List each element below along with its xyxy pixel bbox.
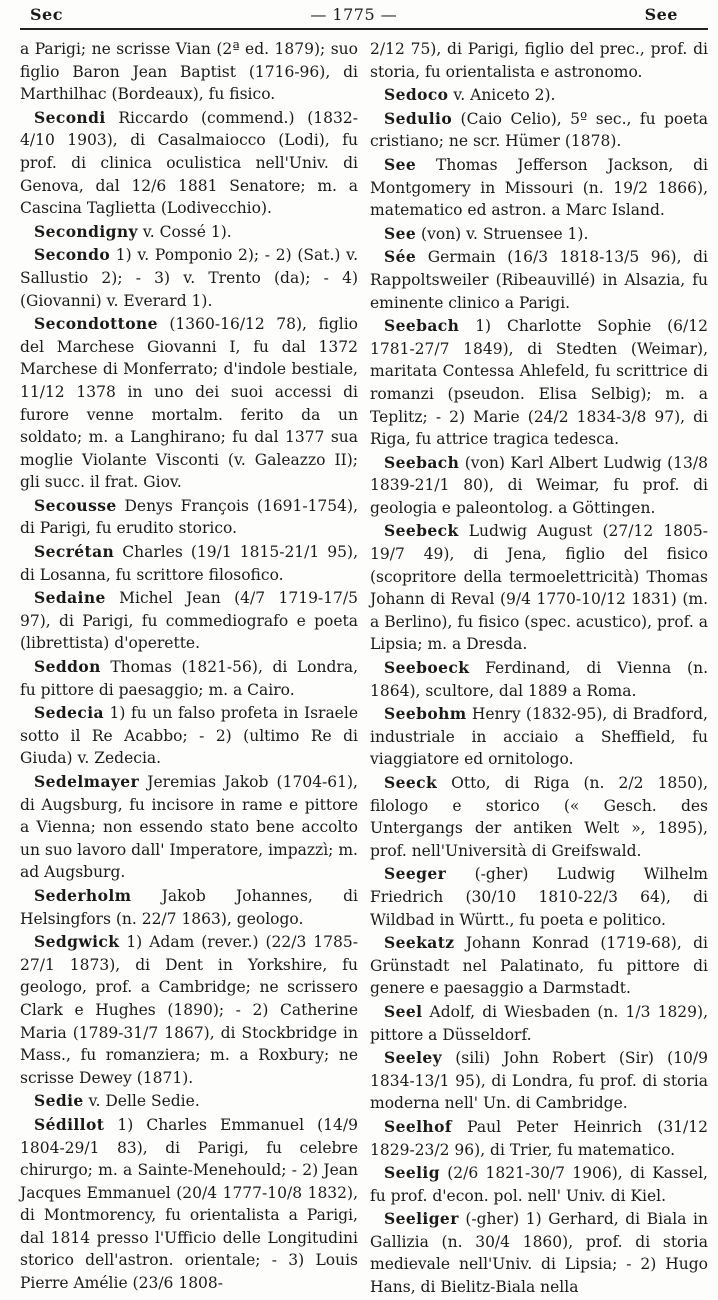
dictionary-entry: [370, 520, 708, 656]
entry-text: Johann Konrad (1719-68), di Grünstadt nel Palatinato, fu pittore di genere e paesaggio a Darmstadt.: [370, 934, 708, 998]
entry-headword: Sedie: [34, 1091, 84, 1111]
entry-text: Michel Jean (4/7 1719-17/5 97), di Parigi, fu commediografo e poeta (librettista) d'operette.: [20, 589, 358, 653]
entry-headword: Seelig: [384, 1163, 440, 1183]
dictionary-entry: [370, 315, 708, 451]
entry-headword: Seelhof: [384, 1116, 452, 1136]
entry-text: Thomas (1821-56), di Londra, fu pittore di paesaggio; m. a Cairo.: [20, 658, 358, 699]
entry-text: Ferdinand, di Vienna (n. 1864), scultore, dal 1889 a Roma.: [370, 659, 708, 700]
entry-headword: Sedoco: [384, 85, 449, 105]
entry-text: (-gher) Ludwig Wilhelm Friedrich (30/10 1810-22/3 64), di Wildbad in Württ., fu poeta e politico.: [370, 865, 708, 929]
entry-text: Henry (1832-95), di Bradford, industriale in acciaio a Sheffield, fu viaggiatore ed ornitologo.: [370, 705, 708, 769]
header-left-guideword: Sec: [30, 4, 63, 24]
dictionary-entry: [20, 221, 358, 244]
entry-text: (sili) John Robert (Sir) (10/9 1834-13/1 95), di Londra, fu prof. di storia moderna nell' Un. di Cambridge.: [370, 1049, 708, 1113]
dictionary-entry: [370, 703, 708, 771]
entry-text: 1) Charles Emmanuel (14/9 1804-29/1 83), di Parigi, fu celebre chirurgo; m. a Sainte-Menehould; - 2) Jean Jacques Emmanuel (20/4 1777-10/8 1832), di Montmorency, fu orientalista a Parigi, dal 1814 presso l'Ufficio delle Longitudini storico dell'astron. orientale; - 3) Louis Pierre Amélie (23/6 1808-: [20, 1115, 358, 1293]
entry-headword: See: [384, 223, 417, 243]
entry-text: (Caio Celio), 5º sec., fu poeta cristiano; ne scr. Hümer (1878).: [370, 109, 708, 151]
dictionary-entry: [370, 108, 708, 153]
entry-text: (von) Karl Albert Ludwig (13/8 1839-21/1 80), di Weimar, fu prof. di geologia e paleontolog. a Göttingen.: [370, 453, 708, 517]
entry-headword: Seeger: [384, 864, 447, 884]
dictionary-entry: [370, 1116, 708, 1161]
entry-text: Paul Peter Heinrich (31/12 1829-23/2 96), di Trier, fu matematico.: [370, 1117, 708, 1159]
entry-headword: Seeboeck: [384, 658, 470, 678]
entry-text: Denys François (1691-1754), di Parigi, fu erudito storico.: [20, 496, 358, 538]
entry-text: 2/12 75), di Parigi, figlio del prec., prof. di storia, fu orientalista e astronomo.: [370, 40, 708, 81]
entry-headword: Secrétan: [34, 542, 115, 562]
dictionary-entry: [20, 885, 358, 930]
right-column: [364, 38, 708, 1300]
entry-headword: Sedgwick: [34, 932, 120, 952]
entry-headword: Seekatz: [384, 933, 455, 953]
dictionary-entry: [370, 1001, 708, 1046]
entry-headword: Seebohm: [384, 704, 467, 724]
left-column: [20, 38, 364, 1300]
entry-text: Jakob Johannes, di Helsingfors (n. 22/7 1863), geologo.: [20, 886, 358, 928]
dictionary-entry: [370, 154, 708, 222]
entry-headword: Secondottone: [34, 314, 158, 334]
dictionary-entry: [370, 772, 708, 862]
dictionary-entry: [20, 656, 358, 701]
entry-text: Charles (19/1 1815-21/1 95), di Losanna, fu scrittore filosofico.: [20, 543, 358, 584]
entry-headword: Seebeck: [384, 521, 459, 541]
dictionary-entry: [20, 107, 358, 220]
entry-text: Ludwig August (27/12 1805-19/7 49), di Jena, figlio del fisico (scopritore della termoelettricità) Thomas Johann di Reval (9/4 1770-10/12 1831) (m. a Berlino), fu fisico (spec. acustico), prof. a Lipsia; m. a Dresda.: [370, 522, 708, 654]
entry-headword: See: [384, 154, 417, 174]
dictionary-entry: [20, 931, 358, 1089]
dictionary-entry: [370, 223, 708, 246]
dictionary-entry: [370, 1047, 708, 1115]
dictionary-entry: [370, 863, 708, 931]
entry-headword: Sée: [384, 247, 417, 267]
entry-text: 1) Charlotte Sophie (6/12 1781-27/7 1849), di Stedten (Weimar), maritata Contessa Ahlefeld, fu scrittrice di romanzi (pseudon. Elisa Selbig); m. a Teplitz; - 2) Marie (24/2 1834-3/8 97), di Riga, fu attrice tragica tedesca.: [370, 317, 708, 449]
entry-headword: Seel: [384, 1001, 423, 1021]
dictionary-entry: [370, 1208, 708, 1298]
columns: [20, 38, 708, 1300]
dictionary-entry: [20, 244, 358, 312]
dictionary-entry: [370, 657, 708, 702]
entry-text: v. Cossé 1).: [137, 222, 232, 241]
entry-headword: Sedaine: [34, 588, 106, 608]
dictionary-entry: [370, 932, 708, 1000]
entry-headword: Secondi: [34, 107, 106, 127]
entry-text: 1) v. Pomponio 2); - 2) (Sat.) v. Sallustio 2); - 3) v. Trento (da); - 4) (Giovanni) v. Everard 1).: [20, 246, 358, 310]
entry-headword: Seeley: [384, 1048, 443, 1068]
dictionary-entry: [20, 38, 358, 106]
entry-text: v. Aniceto 2).: [448, 86, 556, 105]
entry-text: v. Delle Sedie.: [83, 1092, 200, 1111]
entry-headword: Secondigny: [34, 221, 138, 241]
entry-headword: Seeck: [384, 773, 438, 792]
entry-text: Germain (16/3 1818-13/5 96), di Rappoltsweiler (Ribeauvillé) in Alsazia, fu eminente clinico a Parigi.: [370, 248, 708, 312]
entry-headword: Sederholm: [34, 885, 132, 905]
entry-text: 1) fu un falso profeta in Israele sotto il Re Acabbo; - 2) (ultimo Re di Giuda) v. Zedecia.: [20, 704, 358, 768]
entry-text: Otto, di Riga (n. 2/2 1850), filologo e storico (« Gesch. des Untergangs der antiken Welt », 1895), prof. nell'Università di Greifswald.: [370, 774, 708, 860]
entry-headword: Secousse: [34, 495, 117, 515]
page-number: — 1775 —: [310, 4, 398, 24]
dictionary-entry: [370, 38, 708, 83]
dictionary-entry: [20, 495, 358, 540]
dictionary-entry: [370, 84, 708, 107]
dictionary-entry: [20, 587, 358, 655]
header-right-guideword: See: [644, 4, 678, 24]
dictionary-entry: [20, 1090, 358, 1113]
entry-text: (1360-16/12 78), figlio del Marchese Giovanni I, fu dal 1372 Marchese di Monferrato; d'indole bestiale, 11/12 1378 in uno dei suoi accessi di furore venne mortalm. ferito da un soldato; m. a Langhirano; fu dal 1377 sua moglie Violante Visconti (v. Galeazzo II); gli succ. il frat. Giov.: [20, 315, 358, 492]
entry-text: Riccardo (commend.) (1832-4/10 1903), di Casalmaiocco (Lodi), fu prof. di clinica oculistica nell'Univ. di Genova, dal 12/6 1881 Senatore; m. a Cascina Taglietta (Lodivecchio).: [20, 108, 358, 218]
entry-text: (2/6 1821-30/7 1906), di Kassel, fu prof. d'econ. pol. nell' Univ. di Kiel.: [370, 1164, 708, 1205]
entry-headword: Seeliger: [384, 1209, 459, 1229]
entry-headword: Sedecia: [34, 703, 104, 723]
entry-text: (von) v. Struensee 1).: [416, 224, 589, 243]
entry-text: 1) Adam (rever.) (22/3 1785-27/1 1873), di Dent in Yorkshire, fu geologo, prof. a Cambridge; ne scrissero Clark e Hughes (1890); - 2) Catherine Maria (1789-31/7 1867), di Stockbridge in Mass., fu romanziera; m. a Roxbury; ne scrisse Dewey (1871).: [20, 933, 358, 1087]
dictionary-entry: [20, 1114, 358, 1295]
entry-headword: Seebach: [384, 452, 460, 472]
page-header: [20, 0, 708, 30]
entry-text: Jeremias Jakob (1704-61), di Augsburg, fu incisore in rame e pittore a Vienna; non essendo stato bene accolto un suo lavoro dall' Imperatore, impazzì; m. ad Augsburg.: [20, 773, 358, 882]
entry-headword: Seebach: [384, 316, 460, 336]
dictionary-entry: [370, 452, 708, 520]
dictionary-entry: [370, 1162, 708, 1207]
entry-text: (-gher) 1) Gerhard, di Biala in Gallizia (n. 30/4 1860), prof. di storia medievale nell'Univ. di Lipsia; - 2) Hugo Hans, di Bielitz-Biala nella: [370, 1210, 708, 1297]
entry-headword: Secondo: [34, 245, 111, 265]
dictionary-entry: [20, 541, 358, 586]
entry-text: Adolf, di Wiesbaden (n. 1/3 1829), pittore a Düsseldorf.: [370, 1002, 708, 1044]
entry-headword: Sedelmayer: [34, 772, 140, 791]
dictionary-entry: [20, 313, 358, 494]
entry-headword: Sedulio: [384, 108, 453, 128]
dictionary-entry: [20, 702, 358, 770]
entry-headword: Seddon: [34, 657, 101, 677]
entry-text: Thomas Jefferson Jackson, di Montgomery in Missouri (n. 19/2 1866), matematico ed astron. a Marc Island.: [370, 155, 708, 220]
dictionary-entry: [370, 246, 708, 314]
entry-headword: Sédillot: [34, 1114, 105, 1134]
entry-text: a Parigi; ne scrisse Vian (2ª ed. 1879); suo figlio Baron Jean Baptist (1716-96), di Marthilhac (Bordeaux), fu fisico.: [20, 40, 358, 104]
dictionary-entry: [20, 771, 358, 884]
